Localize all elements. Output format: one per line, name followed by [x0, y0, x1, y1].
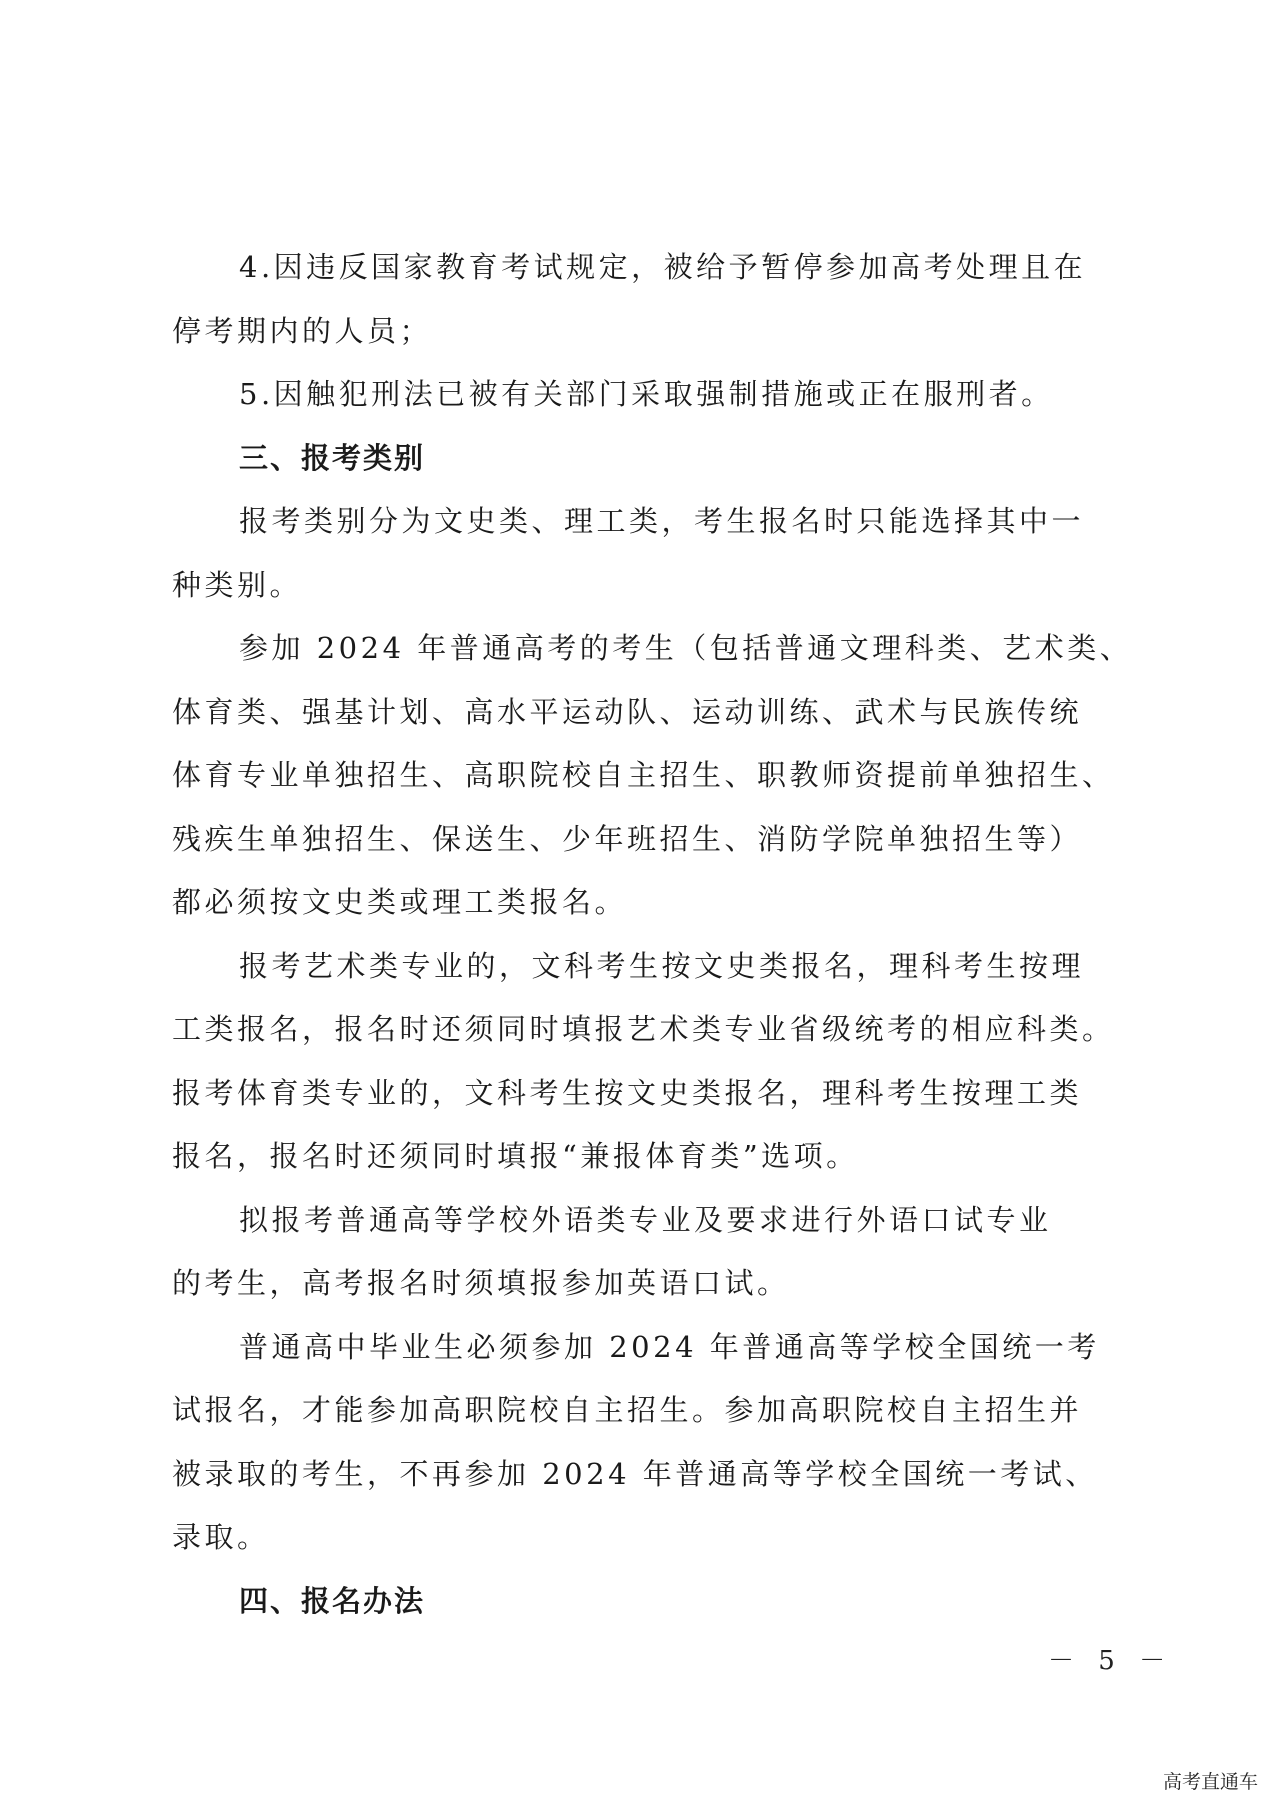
- text-line: 的考生，高考报名时须填报参加英语口试。: [172, 1266, 790, 1300]
- text-line: 工类报名，报名时还须同时填报艺术类专业省级统考的相应科类。: [172, 1012, 1115, 1046]
- text-line: 参加 2024 年普通高考的考生（包括普通文理科类、艺术类、: [239, 631, 1133, 665]
- text-line: 拟报考普通高等学校外语类专业及要求进行外语口试专业: [239, 1202, 1052, 1237]
- text-line: 报名，报名时还须同时填报“兼报体育类”选项。: [172, 1139, 859, 1173]
- text-line: 被录取的考生，不再参加 2024 年普通高等学校全国统一考试、: [172, 1456, 1098, 1491]
- text-line: 都必须按文史类或理工类报名。: [172, 885, 628, 919]
- text-line: 种类别。: [172, 567, 303, 602]
- text-line: 普通高中毕业生必须参加 2024 年普通高等学校全国统一考: [239, 1329, 1100, 1364]
- text-line: 录取。: [172, 1520, 270, 1554]
- text-line: 报考体育类专业的，文科考生按文史类报名，理科考生按理工类: [172, 1075, 1083, 1110]
- section-heading-text: 三、报考类别: [239, 440, 426, 475]
- section-heading: [172, 1570, 1112, 1634]
- section-heading-text: 四、报名办法: [239, 1583, 426, 1618]
- text-line: 试报名，才能参加高职院校自主招生。参加高职院校自主招生并: [172, 1393, 1083, 1427]
- text-line: 5.因触犯刑法已被有关部门采取强制措施或正在服刑者。: [239, 377, 1054, 411]
- document-body: [172, 236, 1133, 1633]
- section-heading: [172, 427, 1112, 491]
- watermark-label: 高考直通车: [1159, 1765, 1262, 1796]
- text-line: 报考艺术类专业的，文科考生按文史类报名，理科考生按理: [239, 948, 1085, 983]
- text-line: 报考类别分为文史类、理工类，考生报名时只能选择其中一: [239, 504, 1085, 538]
- text-line: 停考期内的人员；: [172, 313, 433, 348]
- text-line: 体育类、强基计划、高水平运动队、运动训练、武术与民族传统: [172, 694, 1083, 729]
- text-line: 残疾生单独招生、保送生、少年班招生、消防学院单独招生等）: [172, 821, 1083, 856]
- text-line: 体育专业单独招生、高职院校自主招生、职教师资提前单独招生、: [172, 758, 1115, 792]
- page-number: － 5 －: [1048, 1646, 1174, 1676]
- text-line: 4.因违反国家教育考试规定，被给予暂停参加高考处理且在: [239, 250, 1087, 284]
